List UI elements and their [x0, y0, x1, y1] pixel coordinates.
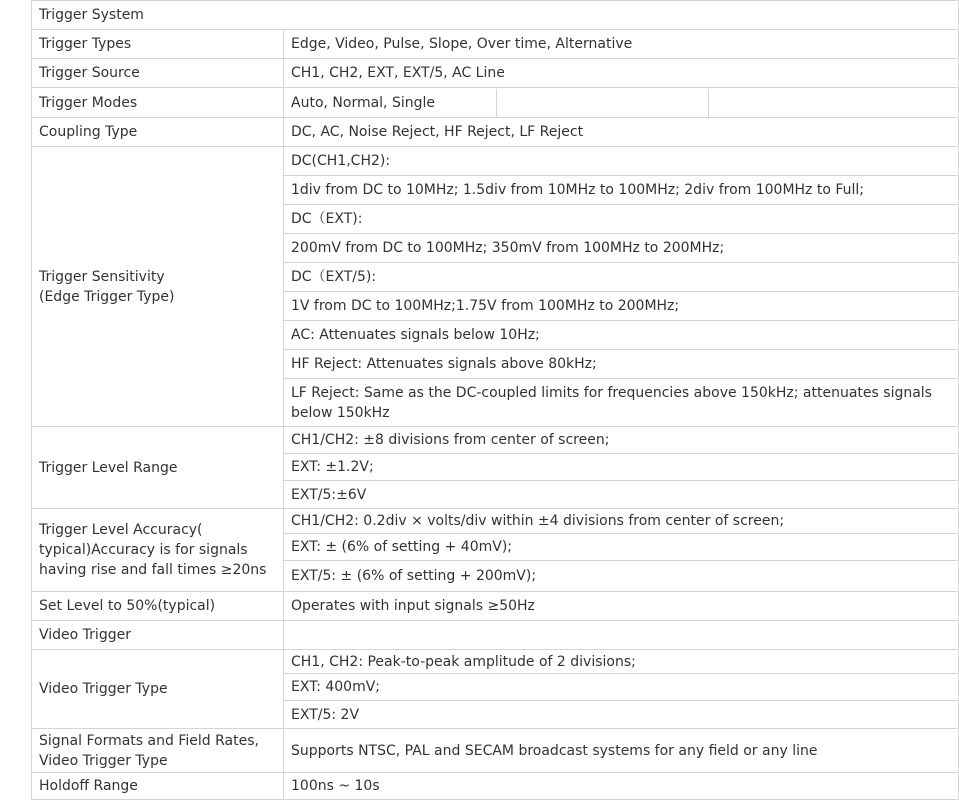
value-level-range-item: EXT/5:±6V [284, 481, 959, 509]
row-coupling-type [32, 118, 959, 147]
label-coupling-type: Coupling Type [32, 118, 284, 147]
section-heading-trigger-system: Trigger System [32, 1, 959, 30]
empty-cell [284, 621, 959, 650]
row-trigger-sensitivity [32, 147, 959, 176]
empty-subcell [496, 89, 708, 117]
row-trigger-level-accuracy [32, 509, 959, 534]
label-trigger-level-accuracy: Trigger Level Accuracy( typical)Accuracy is for signals having rise and fall times ≥20ns [32, 509, 284, 592]
row-trigger-level-range [32, 427, 959, 454]
trigger-modes-subcells [284, 89, 958, 117]
row-trigger-types [32, 30, 959, 59]
value-trigger-modes-cell [284, 88, 959, 118]
value-coupling-type: DC, AC, Noise Reject, HF Reject, LF Reject [284, 118, 959, 147]
value-accuracy-item: CH1/CH2: 0.2div × volts/div within ±4 divisions from center of screen; [284, 509, 959, 534]
row-set-level [32, 592, 959, 621]
value-sensitivity-item: AC: Attenuates signals below 10Hz; [284, 321, 959, 350]
value-level-range-item: CH1/CH2: ±8 divisions from center of screen; [284, 427, 959, 454]
spec-table [31, 0, 959, 800]
label-line: (Edge Trigger Type) [39, 288, 175, 305]
value-video-type-item: EXT: 400mV; [284, 674, 959, 701]
row-trigger-modes [32, 88, 959, 118]
value-holdoff-range: 100ns ~ 10s [284, 773, 959, 800]
label-trigger-modes: Trigger Modes [32, 88, 284, 118]
label-line: Trigger Sensitivity [39, 268, 165, 285]
value-signal-formats: Supports NTSC, PAL and SECAM broadcast systems for any field or any line [284, 729, 959, 773]
value-accuracy-item: EXT/5: ± (6% of setting + 200mV); [284, 561, 959, 592]
row-video-trigger [32, 621, 959, 650]
label-set-level: Set Level to 50%(typical) [32, 592, 284, 621]
value-sensitivity-item: 200mV from DC to 100MHz; 350mV from 100MHz to 200MHz; [284, 234, 959, 263]
section-heading-video-trigger: Video Trigger [32, 621, 284, 650]
value-sensitivity-item: HF Reject: Attenuates signals above 80kHz; [284, 350, 959, 379]
label-holdoff-range: Holdoff Range [32, 773, 284, 800]
value-sensitivity-item: 1div from DC to 10MHz; 1.5div from 10MHz to 100MHz; 2div from 100MHz to Full; [284, 176, 959, 205]
row-holdoff-range [32, 773, 959, 800]
value-set-level: Operates with input signals ≥50Hz [284, 592, 959, 621]
label-trigger-sensitivity [32, 147, 284, 427]
value-trigger-types: Edge, Video, Pulse, Slope, Over time, Alternative [284, 30, 959, 59]
value-sensitivity-item: LF Reject: Same as the DC-coupled limits for frequencies above 150kHz; attenuates signals below 150kHz [284, 379, 959, 427]
value-level-range-item: EXT: ±1.2V; [284, 454, 959, 481]
value-trigger-source: CH1, CH2, EXT, EXT/5, AC Line [284, 59, 959, 88]
row-trigger-source [32, 59, 959, 88]
row-signal-formats [32, 729, 959, 773]
label-video-trigger-type: Video Trigger Type [32, 650, 284, 729]
label-trigger-source: Trigger Source [32, 59, 284, 88]
value-sensitivity-item: DC（EXT): [284, 205, 959, 234]
label-trigger-types: Trigger Types [32, 30, 284, 59]
value-sensitivity-item: 1V from DC to 100MHz;1.75V from 100MHz to 200MHz; [284, 292, 959, 321]
label-trigger-level-range: Trigger Level Range [32, 427, 284, 509]
value-sensitivity-item: DC（EXT/5): [284, 263, 959, 292]
value-trigger-modes: Auto, Normal, Single [284, 89, 496, 117]
value-video-type-item: EXT/5: 2V [284, 701, 959, 729]
value-sensitivity-item: DC(CH1,CH2): [284, 147, 959, 176]
empty-subcell [708, 89, 958, 117]
label-signal-formats: Signal Formats and Field Rates, Video Trigger Type [32, 729, 284, 773]
row-video-trigger-type [32, 650, 959, 674]
value-accuracy-item: EXT: ± (6% of setting + 40mV); [284, 534, 959, 561]
value-video-type-item: CH1, CH2: Peak-to-peak amplitude of 2 divisions; [284, 650, 959, 674]
row-trigger-system [32, 1, 959, 30]
